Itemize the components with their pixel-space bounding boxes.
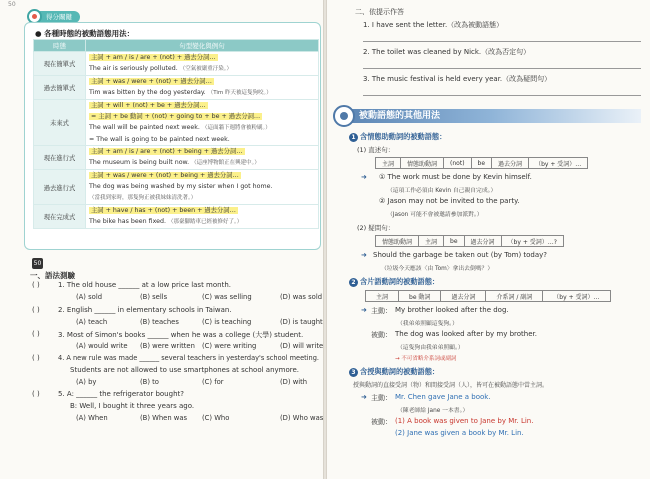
section-title: 一、語法測驗: [30, 271, 75, 280]
example-translation: （陳老師給 Jane 一本書。）: [397, 408, 469, 414]
number-badge: 2: [349, 278, 358, 287]
pattern-cell: 過去分詞: [464, 236, 501, 247]
tense-formula: 主詞 + was / were + (not) + being + 過去分詞…: [91, 172, 239, 179]
example-sentence: (2) Jane was given a book by Mr. Lin.: [395, 429, 524, 437]
tense-example-cn: （這座博物館正在興建中。）: [191, 160, 260, 166]
label-active: 主動：: [371, 394, 392, 402]
option[interactable]: (D) with: [280, 378, 308, 386]
option[interactable]: (B) were written: [140, 342, 195, 350]
option[interactable]: (D) is taught: [280, 318, 323, 326]
tense-name: 未來式: [34, 100, 86, 146]
tense-example: The air is seriously polluted.: [89, 65, 178, 72]
pattern-cell: 情態助動詞: [376, 236, 419, 247]
question-text: 5. A: ______ the refrigerator bought?: [58, 390, 184, 398]
example-sentence: ① The work must be done by Kevin himself.: [379, 173, 532, 181]
example-icon: ➜: [361, 306, 367, 314]
label-passive: 被動：: [371, 418, 392, 426]
tense-name: 現在進行式: [34, 146, 86, 170]
question-text: 3. Most of Simon's books ______ when he was a college (大學) student.: [58, 331, 304, 339]
tense-table: [33, 39, 319, 229]
task-text: 1. I have sent the letter.（改為被動語態）: [363, 21, 504, 29]
option[interactable]: (A) teach: [76, 318, 108, 326]
table-row: [34, 170, 319, 205]
right-page: [327, 0, 650, 479]
option[interactable]: (C) is teaching: [202, 318, 252, 326]
option[interactable]: (C) for: [202, 378, 224, 386]
table-row: [34, 100, 319, 146]
example-sentence: The dog was looked after by my brother.: [395, 330, 537, 338]
question-text: 1. The old house ______ at a low price last month.: [58, 281, 231, 289]
question-text: 4. A new rule was made ______ several teachers in yesterday's school meeting.: [58, 354, 320, 362]
tense-formula-alt: = 主詞 + be 動詞 + (not) + going to + be + 過去分詞…: [91, 113, 261, 120]
answer-blank[interactable]: ( ): [32, 354, 40, 362]
tense-formula: 主詞 + have / has + (not) + been + 過去分詞…: [91, 207, 236, 214]
answer-line[interactable]: [363, 68, 641, 69]
pattern-cell: 情態助動詞: [401, 158, 444, 169]
pattern-cell: 主詞: [419, 236, 444, 247]
answer-blank[interactable]: ( ): [32, 390, 40, 398]
option[interactable]: (D) was sold: [280, 293, 323, 301]
option[interactable]: (C) Who: [202, 414, 230, 422]
tense-example-cn: （Tim 昨天被這隻狗咬。）: [207, 90, 272, 96]
pattern-cell: be: [444, 236, 465, 247]
question-text-cont: Students are not allowed to use smartphones at school anymore.: [70, 366, 300, 374]
task-text: 2. The toilet was cleaned by Nick.（改為否定句）: [363, 48, 531, 56]
label-active: 主動：: [371, 307, 392, 315]
grammar-note: → 不可省略介系詞或副詞: [395, 356, 457, 362]
tense-example: The wall will be painted next week.: [89, 124, 200, 131]
rule-description: 授與動詞的直接受詞（物）和間接受詞（人），皆可在被動語態中當主詞。: [353, 382, 549, 389]
table-row: [34, 205, 319, 229]
tense-example-alt: = The wall is going to be painted next week.: [89, 136, 230, 143]
tense-example: The dog was being washed by my sister when I got home.: [89, 183, 273, 190]
tense-example: The bike has been fixed.: [89, 218, 166, 225]
pattern-table: [375, 157, 588, 169]
example-icon: ➜: [361, 251, 367, 259]
example-translation: （Jason 可能不會被邀請參加派對。）: [387, 212, 483, 218]
target-icon: [333, 105, 355, 127]
table-row: [34, 52, 319, 76]
example-sentence: Mr. Chen gave Jane a book.: [395, 393, 491, 401]
option[interactable]: (A) would write: [76, 342, 128, 350]
option[interactable]: (A) by: [76, 378, 97, 386]
example-translation: （垃圾今天應該〈由 Tom〉拿出去倒嗎？）: [381, 266, 494, 272]
tense-name: 過去進行式: [34, 170, 86, 205]
tense-formula: 主詞 + will + (not) + be + 過去分詞…: [91, 102, 206, 109]
tense-example: Tim was bitten by the dog yesterday.: [89, 89, 206, 96]
pattern-cell: be: [471, 158, 492, 169]
pattern-cell: (not): [444, 158, 472, 169]
example-icon: ➜: [361, 173, 367, 181]
subheading: [349, 132, 446, 142]
sub-label: (1) 直述句：: [357, 146, 395, 154]
pattern-table: [365, 290, 611, 302]
option[interactable]: (B) sells: [140, 293, 168, 301]
question-text-cont: B: Well, I bought it three years ago.: [70, 402, 195, 410]
number-badge: 3: [349, 368, 358, 377]
section-badge: 得分關鍵: [30, 11, 80, 23]
tense-example: The museum is being built now.: [89, 159, 190, 166]
option[interactable]: (D) Who was: [280, 414, 323, 422]
example-icon: ➜: [361, 393, 367, 401]
option[interactable]: (B) to: [140, 378, 159, 386]
pattern-cell: 主詞: [376, 158, 401, 169]
pattern-cell: （by + 受詞）…?: [501, 236, 563, 247]
pattern-cell: 主詞: [366, 291, 399, 302]
label-passive: 被動：: [371, 331, 392, 339]
col-header-pattern: 句型變化與例句: [86, 40, 319, 52]
option[interactable]: (B) teaches: [140, 318, 179, 326]
pattern-cell: （by + 受詞）…: [543, 291, 610, 302]
tense-example-cn: （這面牆下週將會被粉刷。）: [201, 125, 271, 131]
pattern-cell: be 動詞: [399, 291, 441, 302]
banner-title: 被動語態的其他用法: [359, 111, 441, 121]
table-row: [34, 76, 319, 100]
subheading: [349, 277, 439, 287]
answer-blank[interactable]: ( ): [32, 281, 40, 289]
subheading-text: 含授與動詞的被動語態：: [360, 367, 440, 376]
tense-example-cn: （當我到家時，那隻狗正被我妹妹清洗著。）: [89, 195, 197, 201]
example-translation: （這隻狗由我弟弟照顧。）: [397, 345, 464, 351]
sub-label: (2) 疑問句：: [357, 224, 395, 232]
subheading: [349, 367, 439, 377]
tense-summary-box: [24, 22, 321, 250]
example-sentence: ② Jason may not be invited to the party.: [379, 197, 520, 205]
example-translation: （我弟弟照顧這隻狗。）: [397, 321, 458, 327]
tense-formula: 主詞 + am / is / are + (not) + 過去分詞…: [91, 54, 216, 61]
answer-blank[interactable]: ( ): [32, 330, 40, 338]
left-page: [0, 0, 323, 479]
tense-name: 現在完成式: [34, 205, 86, 229]
section-title: 二、依提示作答: [355, 8, 404, 16]
option[interactable]: (D) will write: [280, 342, 323, 350]
answer-blank[interactable]: ( ): [32, 306, 40, 314]
tense-name: 過去簡單式: [34, 76, 86, 100]
option[interactable]: (C) were writing: [202, 342, 257, 350]
pattern-table: [375, 235, 564, 247]
option[interactable]: (A) sold: [76, 293, 103, 301]
answer-line[interactable]: [363, 41, 641, 42]
subheading-text: 含片語動詞的被動語態：: [360, 277, 440, 286]
question-text: 2. English ______ in elementary schools in Taiwan.: [58, 306, 232, 314]
example-translation: （這項工作必須由 Kevin 自己親自完成。）: [387, 188, 497, 194]
page-number: 50: [8, 1, 16, 8]
answer-line[interactable]: [363, 95, 641, 96]
subheading-text: 含情態助動詞的被動語態：: [360, 132, 447, 141]
section-number: 50: [33, 260, 42, 267]
table-row: [34, 146, 319, 170]
col-header-tense: 時態: [34, 40, 86, 52]
task-text: 3. The music festival is held every year.（改為疑問句）: [363, 75, 552, 83]
box-title: ● 各種時態的被動語態用法：: [35, 29, 135, 38]
option[interactable]: (C) was selling: [202, 293, 252, 301]
tense-example-cn: （那臺腳踏車已經被修好了。）: [168, 219, 243, 225]
example-sentence: My brother looked after the dog.: [395, 306, 509, 314]
pattern-cell: 過去分詞: [441, 291, 486, 302]
tense-example-cn: （空氣被嚴重汙染。）: [179, 66, 233, 72]
pattern-cell: （by + 受詞）…: [529, 158, 588, 169]
tense-formula: 主詞 + was / were + (not) + 過去分詞…: [91, 78, 212, 85]
example-sentence: Should the garbage be taken out (by Tom) today?: [373, 251, 548, 259]
number-badge: 1: [349, 133, 358, 142]
option[interactable]: (A) When: [76, 414, 108, 422]
option[interactable]: (B) When was: [140, 414, 188, 422]
tense-formula: 主詞 + am / is / are + (not) + being + 過去分詞…: [91, 148, 243, 155]
example-sentence: (1) A book was given to Jane by Mr. Lin.: [395, 417, 534, 425]
tense-name: 現在簡單式: [34, 52, 86, 76]
pattern-cell: 過去分詞: [492, 158, 529, 169]
pattern-cell: 介系詞 / 副詞: [486, 291, 543, 302]
